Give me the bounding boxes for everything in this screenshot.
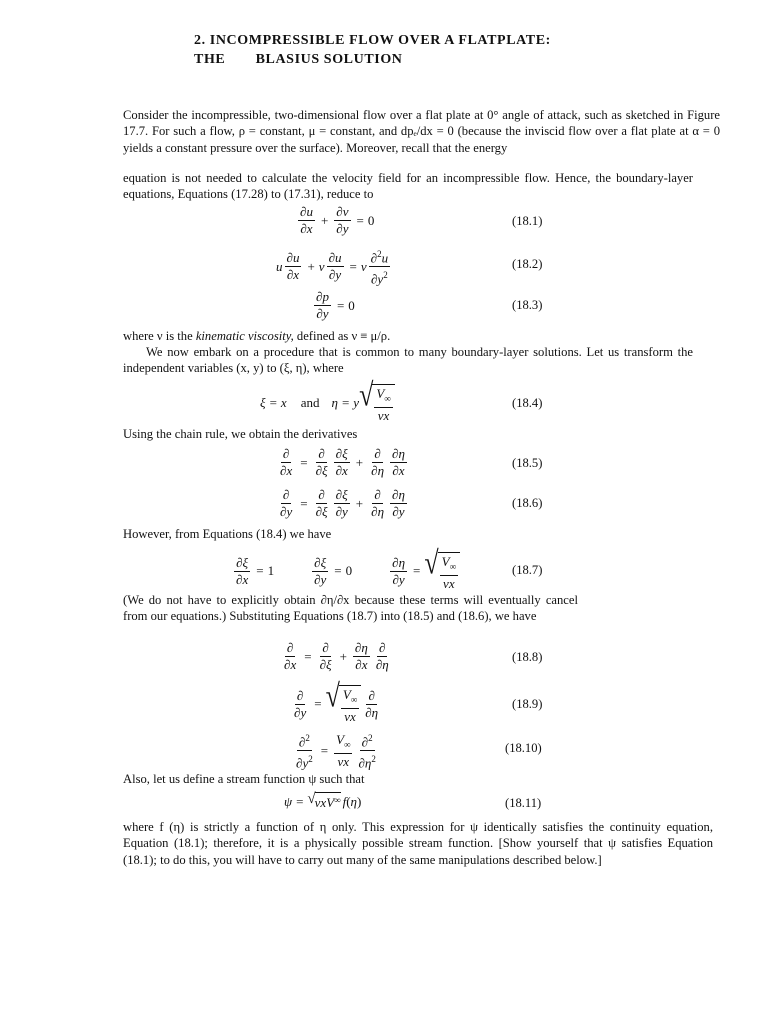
paragraph-however: However, from Equations (18.4) we have [123,527,332,541]
para3-emphasis: kinematic viscosity, [195,329,294,343]
equation-18-3: $\frac{\partial p}{\partial y}$ = 0 [316,289,355,321]
equation-18-10: $\frac{\partial^2}{\partial y^2}$ = $\frac{V_\infty}{\nu x}$ $\frac{\partial^2}{\partial\eta^2}$ [296,732,376,771]
equation-number-18-2: (18.2) [512,257,543,271]
equation-18-2: u $\frac{\partial u}{\partial x}$ + v $\frac{\partial u}{\partial y}$ = ν $\frac{\partial^2u}{\partial y^2}$ [276,249,389,287]
para3-text-a: where ν is the [123,329,196,343]
paragraph-stream-function: Also, let us define a stream function ψ such that [123,772,365,786]
equation-18-11: ψ = √ νxV ∞ f ( η ) [284,791,362,810]
equation-18-5: $\frac{\partial}{\partial x}$ = $\frac{\partial}{\partial\xi}$ $\frac{\partial\xi}{\partial x}$ + $\frac{\partial}{\partial\eta}$ $\frac{\partial\eta}{\partial x}$ [280,446,405,478]
equation-number-18-6: (18.6) [512,496,543,510]
paragraph-chain-rule: Using the chain rule, we obtain the derivatives [123,427,358,441]
paragraph-transform: We now embark on a procedure that is common to many boundary-layer solutions. Let us transform the independent variables (x, y) to (ξ, η), where [123,345,693,376]
equation-number-18-4: (18.4) [512,396,543,410]
equation-18-1: $\frac{\partial u}{\partial x}$ + $\frac{\partial v}{\partial y}$ = 0 [300,204,375,236]
equation-18-7: $\frac{\partial\xi}{\partial x}$ = 1 $\frac{\partial\xi}{\partial y}$ = 0 $\frac{\partial\eta}{\partial y}$ = √ $\frac{V_\infty}{\nu x}$ [232,552,460,591]
equation-number-18-5: (18.5) [512,456,543,470]
equation-number-18-10: (18.10) [505,741,542,755]
paragraph-kinematic-viscosity [123,328,693,344]
equation-18-4: ξ = x and η = y √ $\frac{V_\infty}{\nu x}$ [260,384,395,423]
equation-number-18-3: (18.3) [512,298,543,312]
paragraph-energy: equation is not needed to calculate the velocity field for an incompressible flow. Hence, the boundary-layer equations, Equations (17.28) to (17.31), reduce to [123,171,693,202]
heading-words-blasius: BLASIUS SOLUTION [255,52,403,67]
equation-number-18-7: (18.7) [512,563,543,577]
equation-number-18-8: (18.8) [512,650,543,664]
section-heading-line1: 2. INCOMPRESSIBLE FLOW OVER A FLATPLATE: [194,33,551,48]
equation-18-9: $\frac{\partial}{\partial y}$ = √ $\frac{V_\infty}{\nu x}$ $\frac{\partial}{\partial\eta}$ [294,677,379,724]
equation-number-18-9: (18.9) [512,697,543,711]
paragraph-substituting: (We do not have to explicitly obtain ∂η/∂x because these terms will eventually cancel from our equations.) Substituting Equations (18.7) into (18.5) and (18.6), we have [123,593,578,624]
equation-number-18-11: (18.11) [505,796,542,810]
equation-18-8: $\frac{\partial}{\partial x}$ = $\frac{\partial}{\partial\xi}$ + $\frac{\partial\eta}{\partial x}$ $\frac{\partial}{\partial\eta}$ [284,640,389,672]
paragraph-intro: Consider the incompressible, two-dimensional flow over a flat plate at 0° angle of attack, such as sketched in Figure 17.7. For such a flow, ρ = constant, μ = constant, and dpₑ/dx = 0 (because the inviscid flow over a flat plate at α = 0 yields a constant pressure over the surface). Moreover, recall that the energy [123,108,720,155]
heading-word-the: THE [194,52,226,67]
equation-18-6: $\frac{\partial}{\partial y}$ = $\frac{\partial}{\partial\xi}$ $\frac{\partial\xi}{\partial y}$ + $\frac{\partial}{\partial\eta}$ $\frac{\partial\eta}{\partial y}$ [280,487,405,519]
section-heading-line2 [194,50,403,69]
paragraph-continuity: where f (η) is strictly a function of η only. This expression for ψ identically satisfies the continuity equation, Equation (18.1); therefore, it is a physically possible stream function. [Show yourself that ψ satisfies Equation (18.1); to do this, you will have to carry out many of the same manipulations described below.] [123,820,713,867]
equation-number-18-1: (18.1) [512,214,543,228]
para3-text-b: defined as ν ≡ μ/ρ. [293,329,391,343]
